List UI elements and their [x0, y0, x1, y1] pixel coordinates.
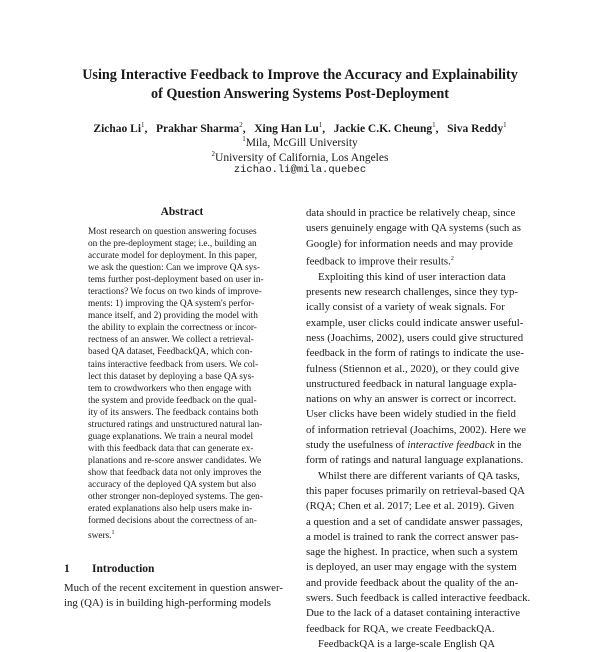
abstract-body: Most research on question answering focuses on the pre-deployment stage; i.e., building an accurate model for deployment. In this paper, we ask the question: Can we improve QA sys- tems further post-deployment based on user in- teractions? We focus on two kinds of improve- ments: 1) improving the QA system's perfor- mance itself, and 2) providing the model with the ability to explain the correctness or incor- rectness of an answer. We collect a retrieval- based QA dataset, FeedbackQA, which con- tains interactive feedback from users. We col- lect this dataset by deploying a base QA sys- tem to crowdworkers who then engage with the system and provide feedback on the qual- ity of its answers. The feedback contains both structured ratings and unstructured natural lan- guage explanations. We train a neural model with this feedback data that can generate ex- planations and re-score answer candidates. We show that feedback data not only improves the accuracy of the deployed QA system but also other stronger non-deployed systems. The gen- erated explanations also help users make in- formed decisions about the correctness of an- swers.$^1$ — [88, 227, 264, 542]
footnote-mark[interactable]: 1 — [111, 530, 115, 537]
introduction-body: Much of the recent excitement in question answer- ing (QA) is in building high-performing models — [64, 582, 283, 610]
author-list: Zichao Li$^1$, Prakhar Sharma$^2$, Xing Han Lu$^1$, Jackie C.K. Cheung$^1$, Siva Reddy$^1$ — [93, 121, 507, 135]
footnote-mark[interactable]: 2 — [450, 255, 454, 262]
author-email: zichao.li@mila.quebec — [233, 164, 367, 176]
section-heading-introduction: 1 Introduction — [64, 563, 155, 575]
author-name: Xing Han Lu — [254, 122, 319, 135]
title-line-1: Using Interactive Feedback to Improve the Accuracy and Explainability — [82, 67, 518, 83]
emphasis-interactive-feedback: interactive feedback — [407, 439, 495, 452]
paper-title — [40, 66, 560, 104]
abstract-heading: Abstract — [160, 206, 204, 218]
title-line-2: of Question Answering Systems Post-Deployment — [151, 86, 449, 102]
right-column: data should in practice be relatively cheap, since users genuinely engage with QA systems (such as Google) for information needs and may provide feedback to improve their results.$^2$ Exploiting this kind of user interaction data presents new research challenges, since they typ- ically consist of a variety of weak signals. For example, user clicks could indicate answer useful- ness (Joachims, 2002), users could give structured feedback in the form of ratings to indicate the use- fulness (Stiennon et al., 2020), or they could give unstructured feedback in natural language expla- nations on why an answer is correct or incorrect. User clicks have been widely studied in the field of information retrieval (Joachims, 2002). Here we study the usefulness of interactive feedback in the form of ratings and natural language explanations. Whilst there are different variants of QA tasks, this paper focuses primarily on retrieval-based QA (RQA; Chen et al. 2017; Lee et al. 2019). Given a question and a set of candidate answer passages, a model is trained to rank the correct answer pas- sage the highest. In practice, when such a system is deployed, an user may engage with the system and provide feedback about the quality of the an- swers. Such feedback is called interactive feedback. Due to the lack of a dataset containing interactive feedback for RQA, we create FeedbackQA. FeedbackQA is a large-scale English QA — [306, 207, 531, 650]
affiliation-1: $^1$Mila, McGill University — [242, 135, 358, 149]
author-name: Siva Reddy — [447, 122, 504, 135]
affiliation-2: $^2$University of California, Los Angeles — [211, 150, 389, 164]
author-name: Prakhar Sharma — [156, 122, 240, 135]
author-name: Zichao Li — [93, 122, 142, 135]
author-name: Jackie C.K. Cheung — [333, 122, 433, 135]
